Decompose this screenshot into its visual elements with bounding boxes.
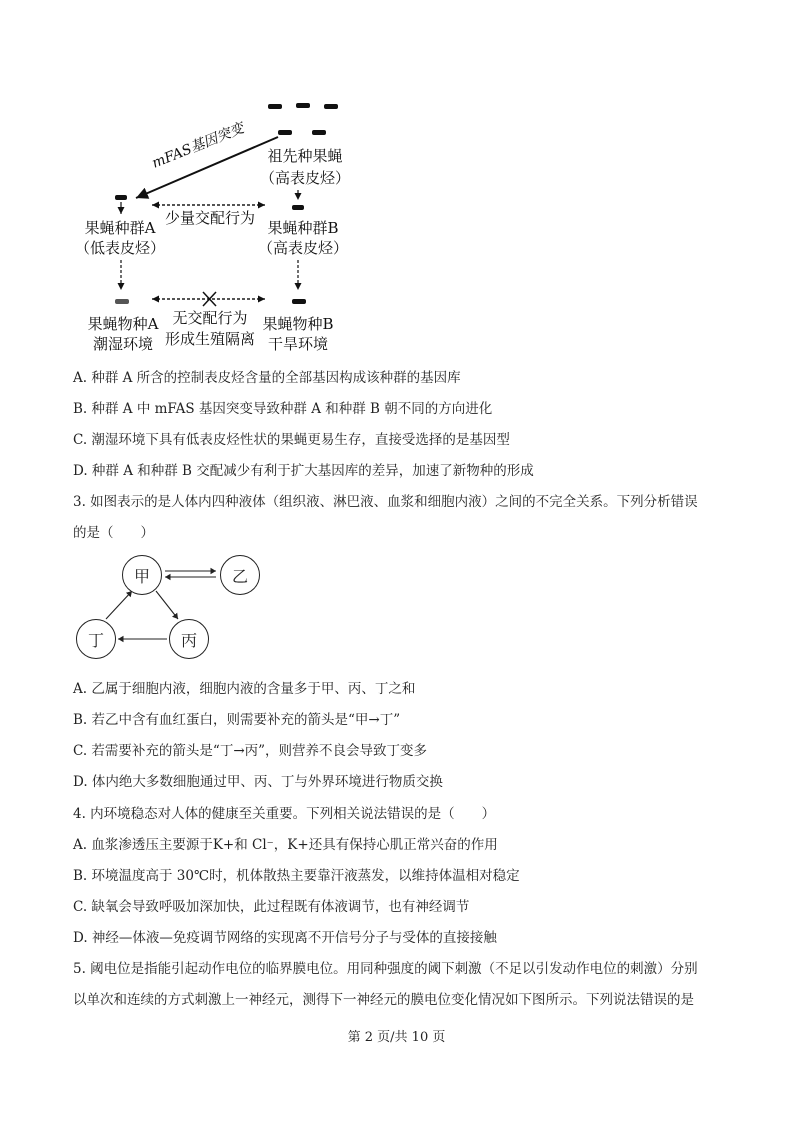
q2-option-a: A. 种群 A 所含的控制表皮烃含量的全部基因构成该种群的基因库	[73, 370, 461, 386]
q4-stem: 4. 内环境稳态对人体的健康至关重要。下列相关说法错误的是（ ）	[73, 806, 496, 822]
ancestor-label-line1: 祖先种果蝇	[267, 147, 343, 165]
q3-option-b: B. 若乙中含有血红蛋白，则需要补充的箭头是“甲→丁”	[73, 712, 401, 728]
q4-option-c: C. 缺氧会导致呼吸加深加快，此过程既有体液调节，也有神经调节	[73, 899, 470, 915]
species-a-label-line1: 果蝇物种A	[87, 315, 159, 333]
no-mating-label-line2: 形成生殖隔离	[164, 330, 255, 348]
q3-stem-line2: 的是（ ）	[73, 525, 154, 541]
q5-stem-line2: 以单次和连续的方式刺激上一神经元，测得下一神经元的膜电位变化情况如下图所示。下列说法错误的是	[73, 992, 694, 1008]
q3-option-a: A. 乙属于细胞内液，细胞内液的含量多于甲、丙、丁之和	[73, 681, 416, 697]
little-mating-label: 少量交配行为	[164, 209, 255, 227]
node-yi: 乙	[220, 555, 260, 595]
q2-option-b: B. 种群 A 中 mFAS 基因突变导致种群 A 和种群 B 朝不同的方向进化	[73, 401, 493, 417]
q2-option-d: D. 种群 A 和种群 B 交配减少有利于扩大基因库的差异，加速了新物种的形成	[73, 463, 534, 479]
population-a-label-line1: 果蝇种群A	[84, 219, 156, 237]
population-b-label-line1: 果蝇种群B	[267, 219, 339, 237]
no-mating-label-line1: 无交配行为	[172, 309, 248, 327]
mutation-label: mFAS基因突变	[149, 120, 247, 172]
page-number: 第 2 页/共 10 页	[347, 1030, 446, 1045]
speciation-diagram	[60, 90, 380, 360]
node-bing: 丙	[169, 619, 209, 659]
population-a-fly-icon	[115, 195, 127, 200]
q4-option-a: A. 血浆渗透压主要源于K+和 Cl⁻，K+还具有保持心肌正常兴奋的作用	[73, 837, 498, 853]
q2-option-c: C. 潮湿环境下具有低表皮烃性状的果蝇更易生存，直接受选择的是基因型	[73, 432, 510, 448]
node-jia: 甲	[122, 555, 162, 595]
node-ding: 丁	[76, 619, 116, 659]
q4-option-d: D. 神经—体液—免疫调节网络的实现离不开信号分子与受体的直接接触	[73, 930, 497, 946]
species-b-label-line2: 干旱环境	[267, 335, 328, 353]
species-a-label-line2: 潮湿环境	[92, 335, 153, 353]
population-b-fly-icon	[292, 205, 304, 210]
q4-option-b: B. 环境温度高于 30℃时，机体散热主要靠汗液蒸发，以维持体温相对稳定	[73, 868, 520, 884]
q3-option-c: C. 若需要补充的箭头是“丁→丙”，则营养不良会导致丁变多	[73, 743, 428, 759]
q3-stem-line1: 3. 如图表示的是人体内四种液体（组织液、淋巴液、血浆和细胞内液）之间的不完全关系。下列分析错误	[73, 494, 698, 510]
ancestor-flies-icon	[268, 103, 338, 135]
species-a-fly-icon	[115, 299, 129, 304]
species-b-fly-icon	[292, 299, 306, 304]
q5-stem-line1: 5. 阈电位是指能引起动作电位的临界膜电位。用同种强度的阈下刺激（不足以引发动作电位的刺激）分别	[73, 961, 698, 977]
population-b-label-line2: （高表皮烃）	[257, 239, 348, 257]
body-fluid-diagram	[70, 553, 270, 665]
population-a-label-line2: （低表皮烃）	[74, 239, 165, 257]
ancestor-label-line2: （高表皮烃）	[259, 169, 350, 187]
q3-option-d: D. 体内绝大多数细胞通过甲、丙、丁与外界环境进行物质交换	[73, 774, 443, 790]
species-b-label-line1: 果蝇物种B	[262, 315, 334, 333]
